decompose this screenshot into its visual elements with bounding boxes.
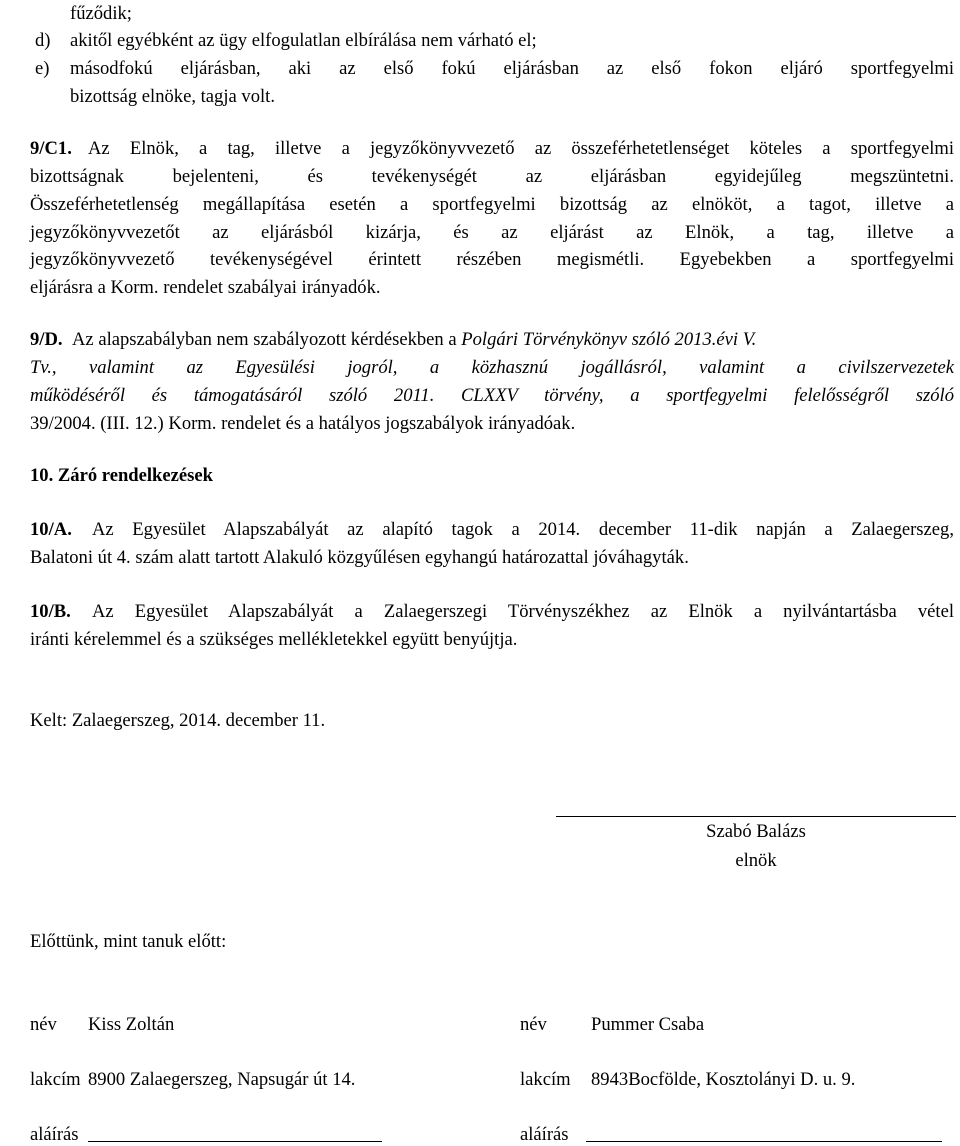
section-9d-heading: 9/D. — [30, 329, 63, 350]
signature-line — [556, 816, 956, 817]
section-10-heading: 10. Záró rendelkezések — [30, 465, 213, 486]
list-marker-d: d) — [35, 30, 51, 51]
witness-right-name-label: név — [520, 1014, 547, 1035]
section-10a-heading: 10/A. — [30, 519, 72, 540]
section-10a-line-2: Balatoni út 4. szám alatt tartott Alakuló közgyűlésen egyhangú határozattal jóváhagyták. — [30, 547, 689, 568]
witness-left-name-label: név — [30, 1014, 57, 1035]
section-10b-heading: 10/B. — [30, 601, 71, 622]
section-9c1-line-5: jegyzőkönyvvezető tevékenységével érintett részében megismétli. Egyebekben a sportfegyelmi — [30, 249, 954, 270]
section-10b-line-1: Az Egyesület Alapszabályát a Zalaegerszegi Törvényszékhez az Elnök a nyilvántartásba vétel — [92, 601, 954, 622]
signature-name: Szabó Balázs — [706, 821, 806, 842]
list-marker-e: e) — [35, 58, 50, 79]
section-9d-line-2-italic-start: Tv. — [30, 357, 52, 378]
section-9c1-line-3: Összeférhetetlenség megállapítása esetén a sportfegyelmi bizottság az elnököt, a tagot, illetve a — [30, 194, 954, 215]
witness-left-sign-line — [88, 1141, 382, 1142]
section-9c1-heading: 9/C1. — [30, 138, 72, 159]
section-9d-line-1-text: Az alapszabályban nem szabályozott kérdésekben a — [72, 329, 457, 350]
witness-left-sign-label: aláírás — [30, 1124, 79, 1145]
section-9d-line-4: 39/2004. (III. 12.) Korm. rendelet és a hatályos jogszabályok irányadóak. — [30, 413, 576, 434]
witness-left-address: 8900 Zalaegerszeg, Napsugár út 14. — [88, 1069, 356, 1090]
list-item-d: akitől egyébként az ügy elfogulatlan elbírálása nem várható el; — [70, 30, 537, 51]
section-10a-line-1: Az Egyesület Alapszabályát az alapító tagok a 2014. december 11-dik napján a Zalaegerszeg, — [92, 519, 954, 540]
section-9d-line-2-italic: , valamint az Egyesülési jogról, a közhasznú jogállásról, valamint a civilszervezetek — [51, 357, 954, 378]
section-9c1-line-6: eljárásra a Korm. rendelet szabályai irányadók. — [30, 277, 381, 298]
witness-left-name: Kiss Zoltán — [88, 1014, 175, 1035]
list-item-c-continuation: fűződik; — [70, 3, 132, 24]
section-9d-line-1 — [72, 329, 756, 351]
signature-role: elnök — [735, 850, 777, 871]
section-10b-line-2: iránti kérelemmel és a szükséges mellékletekkel együtt benyújtja. — [30, 629, 518, 650]
witness-left-address-label: lakcím — [30, 1069, 81, 1090]
witness-right-address-label: lakcím — [520, 1069, 571, 1090]
dated-line: Kelt: Zalaegerszeg, 2014. december 11. — [30, 710, 326, 731]
witnesses-intro: Előttünk, mint tanuk előtt: — [30, 931, 227, 952]
section-9c1-line-1: Az Elnök, a tag, illetve a jegyzőkönyvvezető az összeférhetetlenséget köteles a sportfegyelmi — [88, 138, 954, 159]
witness-right-name: Pummer Csaba — [591, 1014, 705, 1035]
section-9c1-line-2: bizottságnak bejelenteni, és tevékenységét az eljárásban egyidejűleg megszüntetni. — [30, 166, 954, 187]
list-item-e: másodfokú eljárásban, aki az első fokú eljárásban az első fokon eljáró sportfegyelmi — [70, 58, 954, 79]
list-item-e-continuation: bizottság elnöke, tagja volt. — [70, 86, 275, 107]
witness-right-address: 8943Bocfölde, Kosztolányi D. u. 9. — [591, 1069, 856, 1090]
section-9d-line-1-italic: Polgári Törvénykönyv szóló 2013.évi V. — [461, 329, 757, 350]
section-9d-line-2 — [30, 357, 954, 379]
section-9c1-line-4: jegyzőkönyvvezetőt az eljárásból kizárja, és az eljárást az Elnök, a tag, illetve a — [30, 222, 954, 243]
witness-right-sign-line — [586, 1141, 942, 1142]
section-9d-line-3: működéséről és támogatásáról szóló 2011. CLXXV törvény, a sportfegyelmi felelősségről szóló — [30, 385, 954, 406]
witness-right-sign-label: aláírás — [520, 1124, 569, 1145]
